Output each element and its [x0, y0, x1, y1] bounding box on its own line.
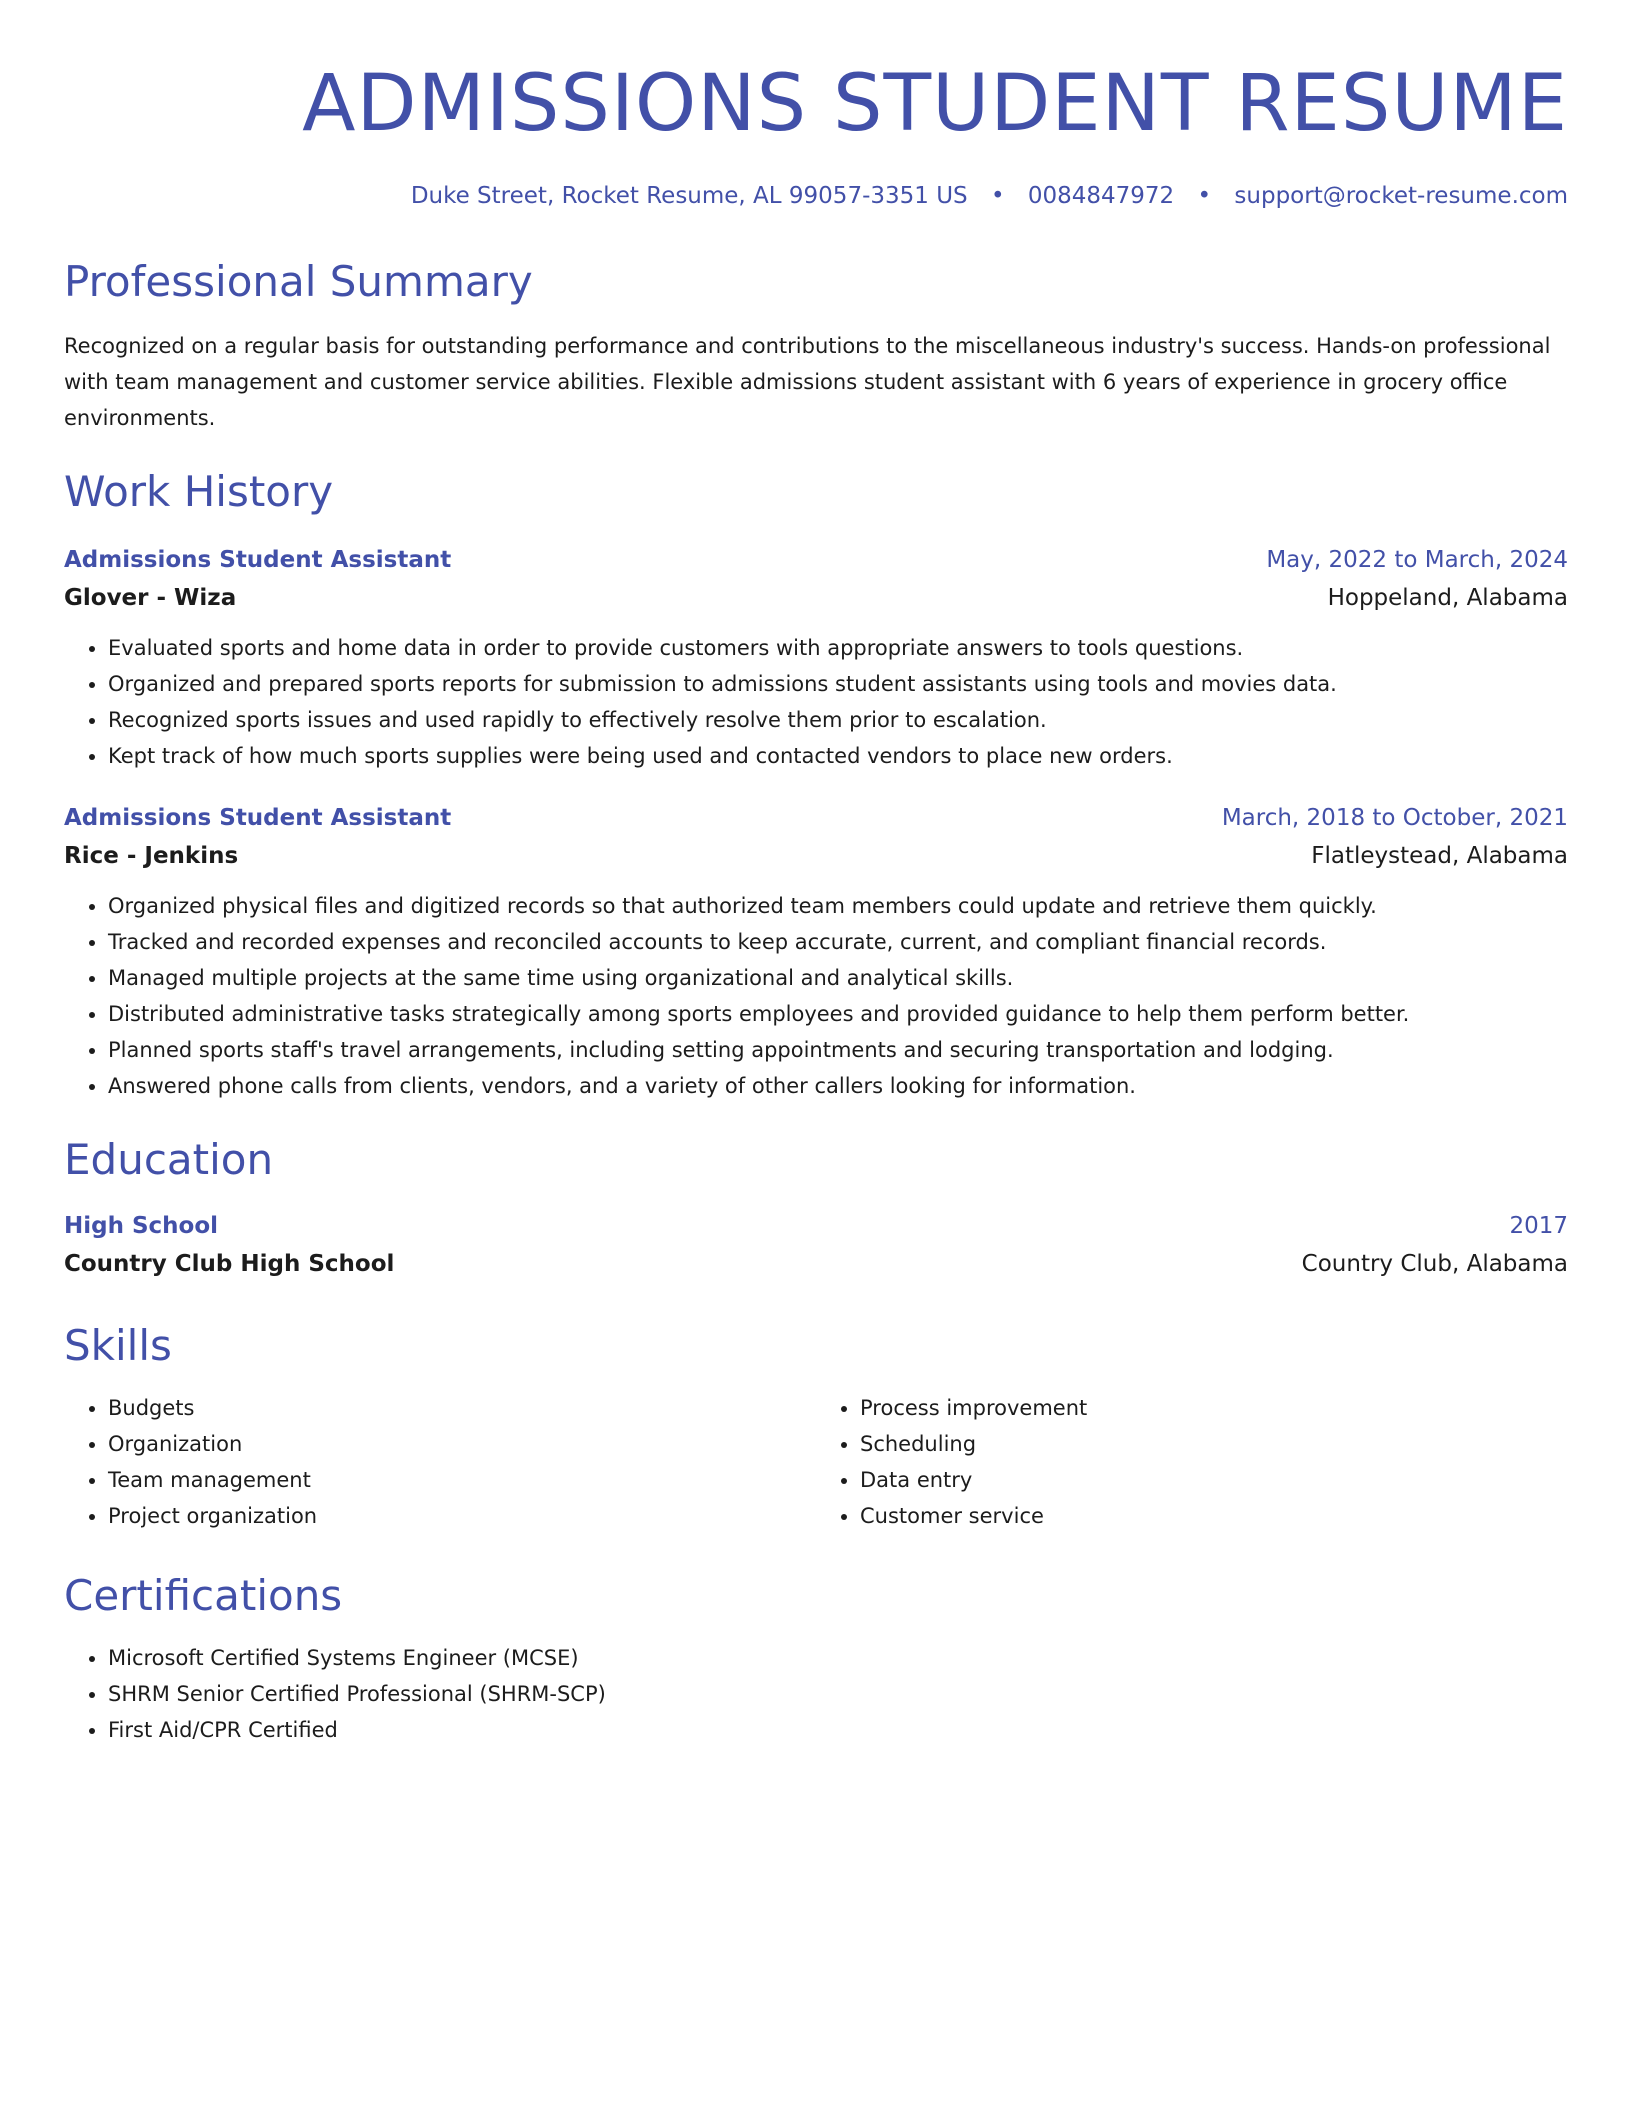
- contact-separator: •: [1197, 183, 1212, 209]
- section-heading-skills: Skills: [64, 1321, 172, 1370]
- education-year: 2017: [1509, 1213, 1568, 1239]
- contact-line: [64, 180, 1568, 212]
- skill-item: • Project organization: [108, 1498, 816, 1534]
- job-bullet: • Evaluated sports and home data in order to provide customers with appropriate answers to tools questions.: [108, 630, 1568, 666]
- resume-title: ADMISSIONS STUDENT RESUME: [302, 59, 1568, 149]
- skills-column-left: [64, 1390, 816, 1534]
- skill-item: • Scheduling: [860, 1426, 1568, 1462]
- job-entry: [64, 800, 1568, 1104]
- job-bullet: • Tracked and recorded expenses and reconciled accounts to keep accurate, current, and compliant financial records.: [108, 924, 1568, 960]
- certifications-section: [64, 1568, 1568, 1748]
- job-location: Hoppeland, Alabama: [1327, 585, 1568, 611]
- section-heading-education: Education: [64, 1135, 274, 1184]
- contact-address: Duke Street, Rocket Resume, AL 99057-3351 US: [410, 183, 968, 209]
- job-dates: March, 2018 to October, 2021: [1221, 805, 1568, 831]
- education-school: Country Club High School: [64, 1251, 395, 1277]
- section-heading-summary: Professional Summary: [64, 257, 533, 306]
- job-bullets: [64, 888, 1568, 1104]
- job-title: Admissions Student Assistant: [64, 805, 452, 831]
- contact-email: support@rocket-resume.com: [1234, 183, 1568, 209]
- job-bullet: • Answered phone calls from clients, vendors, and a variety of other callers looking for information.: [108, 1068, 1568, 1104]
- summary-text: Recognized on a regular basis for outstanding performance and contributions to the miscellaneous industry's success. Hands-on professional with team management and customer service abilities. Flexible admissions student assistant with 6 years of experience in grocery office environments.: [64, 334, 1551, 430]
- skills-section: [64, 1318, 1568, 1534]
- job-bullet: • Kept track of how much sports supplies were being used and contacted vendors to place new orders.: [108, 738, 1568, 774]
- section-heading-certifications: Certifications: [64, 1571, 343, 1620]
- education-entry: [64, 1208, 1568, 1284]
- education-location: Country Club, Alabama: [1301, 1251, 1568, 1277]
- job-entry: [64, 542, 1568, 774]
- certification-item: • Microsoft Certified Systems Engineer (MCSE): [108, 1640, 1568, 1676]
- job-company: Glover - Wiza: [64, 585, 237, 611]
- job-location: Flatleystead, Alabama: [1311, 843, 1568, 869]
- certification-list: [64, 1640, 1568, 1748]
- job-bullet: • Organized physical files and digitized records so that authorized team members could update and retrieve them quickly.: [108, 888, 1568, 924]
- skills-column-right: [816, 1390, 1568, 1534]
- job-bullet: • Recognized sports issues and used rapidly to effectively resolve them prior to escalation.: [108, 702, 1568, 738]
- skill-item: • Process improvement: [860, 1390, 1568, 1426]
- job-bullet: • Planned sports staff's travel arrangements, including setting appointments and securing transportation and lodging.: [108, 1032, 1568, 1068]
- skill-item: • Team management: [108, 1462, 816, 1498]
- job-bullets: [64, 630, 1568, 774]
- job-dates: May, 2022 to March, 2024: [1266, 547, 1568, 573]
- job-bullet: • Managed multiple projects at the same time using organizational and analytical skills.: [108, 960, 1568, 996]
- section-heading-work: Work History: [64, 467, 334, 516]
- skill-item: • Customer service: [860, 1498, 1568, 1534]
- contact-phone: 0084847972: [1027, 183, 1175, 209]
- summary-section: [64, 254, 1568, 436]
- job-company: Rice - Jenkins: [64, 843, 239, 869]
- skill-item: • Data entry: [860, 1462, 1568, 1498]
- education-section: [64, 1132, 1568, 1284]
- skills-grid: [64, 1390, 1568, 1534]
- skill-item: • Budgets: [108, 1390, 816, 1426]
- work-history-section: [64, 464, 1568, 1104]
- job-bullet: • Organized and prepared sports reports for submission to admissions student assistants using tools and movies data.: [108, 666, 1568, 702]
- job-title: Admissions Student Assistant: [64, 547, 452, 573]
- education-degree: High School: [64, 1213, 219, 1239]
- contact-separator: •: [990, 183, 1005, 209]
- skill-item: • Organization: [108, 1426, 816, 1462]
- job-bullet: • Distributed administrative tasks strategically among sports employees and provided guidance to help them perform better.: [108, 996, 1568, 1032]
- certification-item: • First Aid/CPR Certified: [108, 1712, 1568, 1748]
- certification-item: • SHRM Senior Certified Professional (SHRM-SCP): [108, 1676, 1568, 1712]
